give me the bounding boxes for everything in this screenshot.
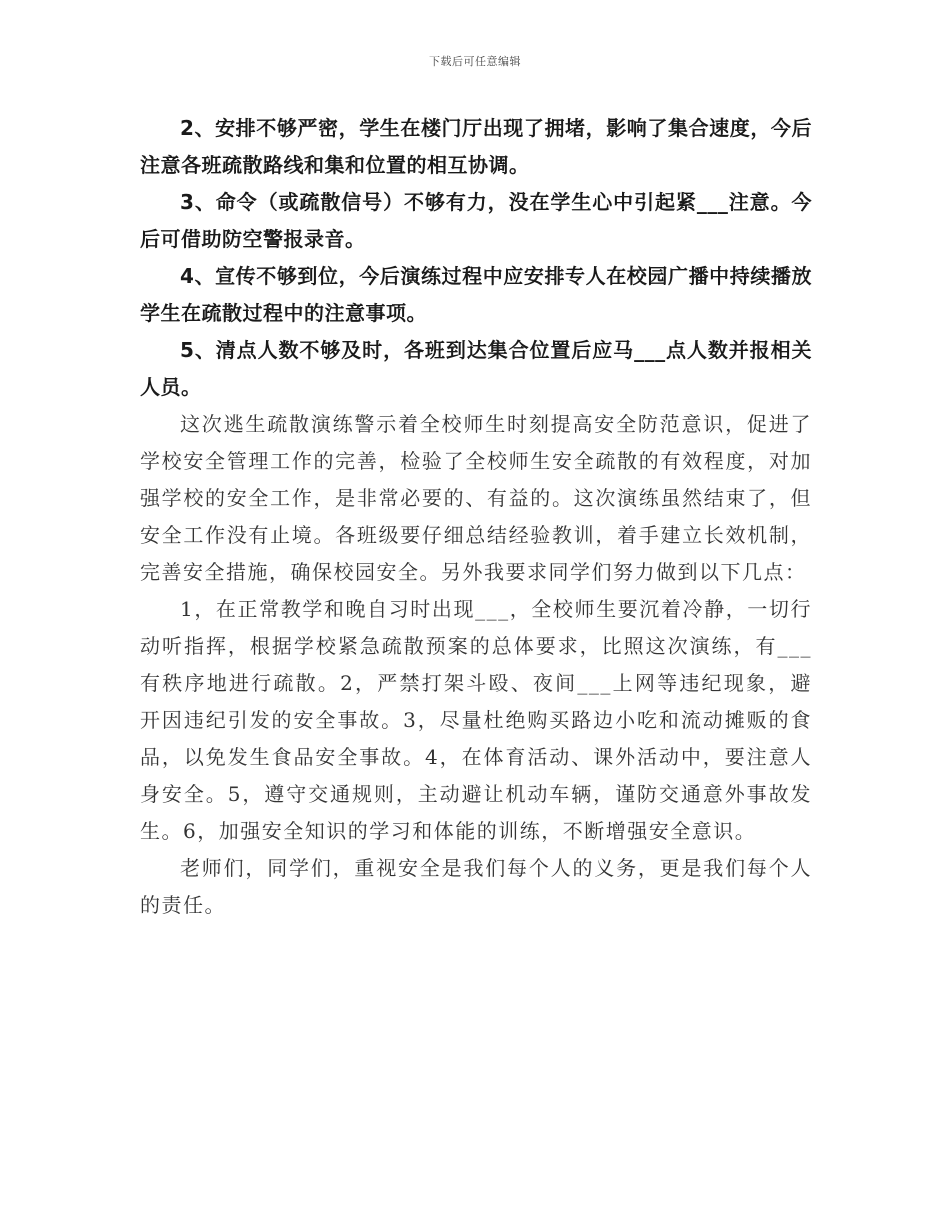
paragraph-item-5: 5、清点人数不够及时，各班到达集合位置后应马___点人数并报相关人员。	[140, 338, 812, 399]
paragraph-item-2: 2、安排不够严密，学生在楼门厅出现了拥堵，影响了集合速度，今后注意各班疏散路线和集和位置的相互协调。	[140, 116, 812, 177]
paragraph-requirements: 1，在正常教学和晚自习时出现___，全校师生要沉着冷静，一切行动听指挥，根据学校紧急疏散预案的总体要求，比照这次演练，有___有秩序地进行疏散。2，严禁打架斗殴、夜间___上网等违纪现象，避开因违纪引发的安全事故。3，尽量杜绝购买路边小吃和流动摊贩的食品，以免发生食品安全事故。4，在体育活动、课外活动中，要注意人身安全。5，遵守交通规则，主动避让机动车辆，谨防交通意外事故发生。6，加强安全知识的学习和体能的训练，不断增强安全意识。	[140, 597, 812, 843]
document-body	[140, 110, 812, 924]
paragraph-item-4: 4、宣传不够到位，今后演练过程中应安排专人在校园广播中持续播放学生在疏散过程中的注意事项。	[140, 264, 812, 325]
paragraph-item-3: 3、命令（或疏散信号）不够有力，没在学生心中引起紧___注意。今后可借助防空警报录音。	[140, 190, 812, 251]
paragraph-summary: 这次逃生疏散演练警示着全校师生时刻提高安全防范意识，促进了学校安全管理工作的完善，检验了全校师生安全疏散的有效程度，对加强学校的安全工作，是非常必要的、有益的。这次演练虽然结束了，但安全工作没有止境。各班级要仔细总结经验教训，着手建立长效机制，完善安全措施，确保校园安全。另外我要求同学们努力做到以下几点：	[140, 412, 812, 584]
page-header: 下载后可任意编辑	[429, 55, 521, 68]
paragraph-closing: 老师们，同学们，重视安全是我们每个人的义务，更是我们每个人的责任。	[140, 856, 812, 917]
